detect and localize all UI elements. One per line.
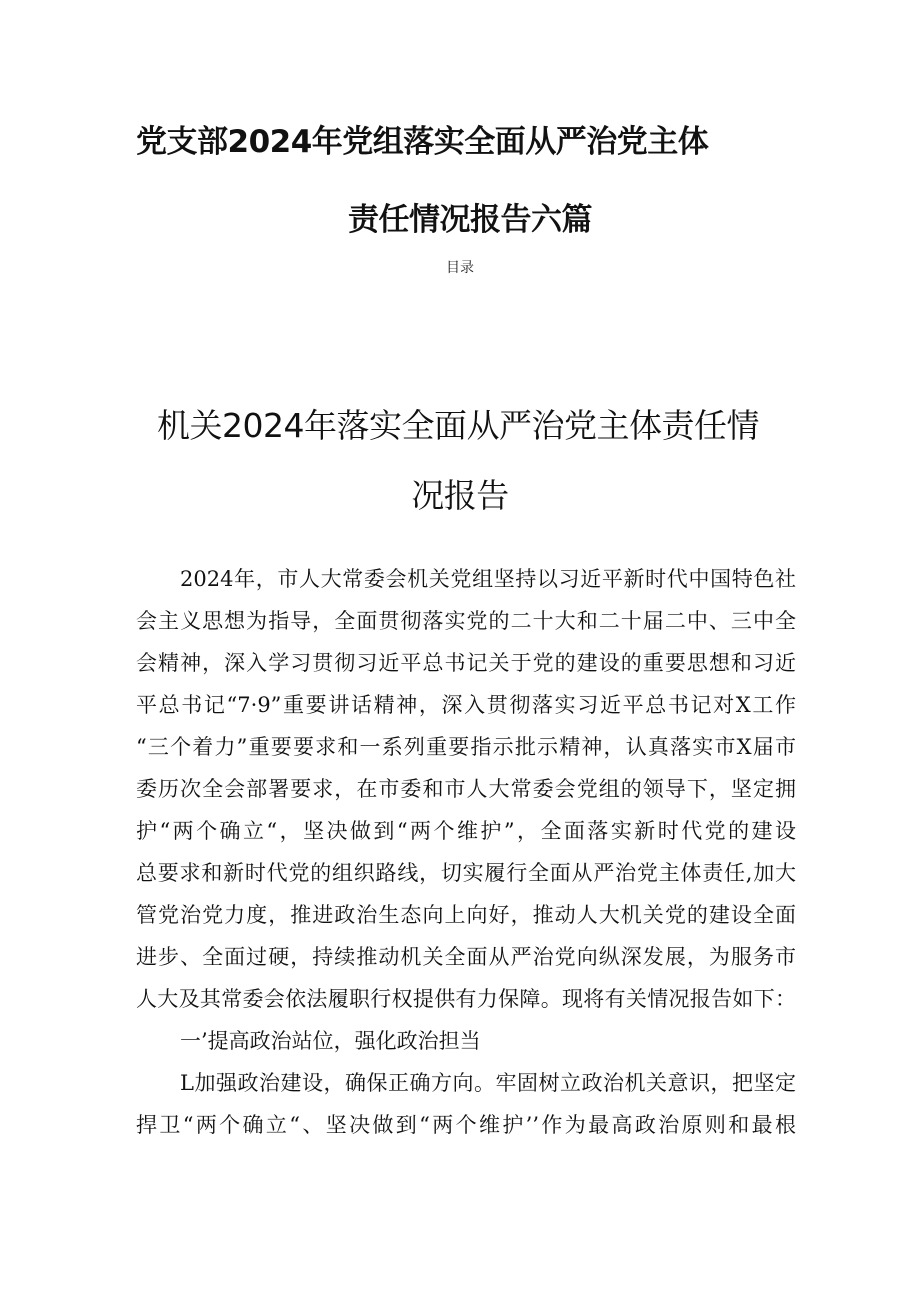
document-title-line-1: 党支部2024年党组落实全面从严治党主体 [136, 124, 709, 160]
section-title-line-1: 机关2024年落实全面从严治党主体责任情 [157, 406, 759, 445]
paragraph-line: 平总书记“7·9”重要讲话精神，深入贯彻落实习近平总书记对X工作 [136, 693, 796, 717]
paragraph-line: 总要求和新时代党的组织路线，切实履行全面从严治党主体责任,加大 [136, 861, 796, 885]
section-heading-1: 一’提高政治站位，强化政治担当 [180, 1029, 481, 1053]
paragraph-line: 护“两个确立“，坚决做到“两个维护”，全面落实新时代党的建设 [136, 819, 796, 843]
paragraph-line: 会精神，深入学习贯彻习近平总书记关于党的建设的重要思想和习近 [136, 651, 796, 675]
paragraph-line: L加强政治建设，确保正确方向。牢固树立政治机关意识，把坚定 [180, 1071, 796, 1095]
paragraph-line: “三个着力”重要要求和一系列重要指示批示精神，认真落实市X届市 [136, 735, 796, 759]
table-of-contents-label: 目录 [446, 260, 474, 276]
document-title-line-2: 责任情况报告六篇 [348, 202, 592, 238]
paragraph-line: 人大及其常委会依法履职行权提供有力保障。现将有关情况报告如下： [136, 987, 796, 1011]
paragraph-line: 进步、全面过硬，持续推动机关全面从严治党向纵深发展，为服务市 [136, 945, 796, 969]
paragraph-line: 管党治党力度，推进政治生态向上向好，推动人大机关党的建设全面 [136, 903, 796, 927]
paragraph-line: 捍卫“两个确立“、坚决做到“两个维护’’作为最高政治原则和最根 [136, 1113, 796, 1137]
section-title-line-2: 况报告 [411, 476, 509, 515]
paragraph-line: 会主义思想为指导，全面贯彻落实党的二十大和二十届二中、三中全 [136, 609, 796, 633]
paragraph-line: 2024年，市人大常委会机关党组坚持以习近平新时代中国特色社 [180, 567, 796, 591]
paragraph-line: 委历次全会部署要求，在市委和市人大常委会党组的领导下，坚定拥 [136, 777, 796, 801]
